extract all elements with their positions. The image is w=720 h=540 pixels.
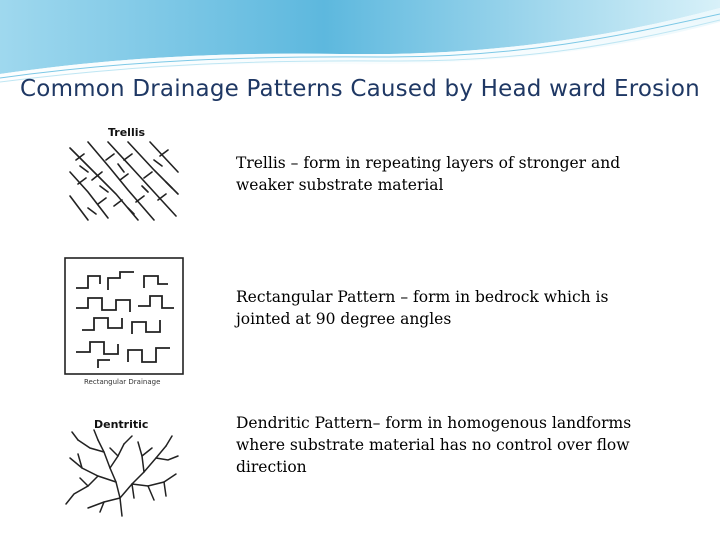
rectangular-pattern-drawing [58,252,188,390]
trellis-diagram [58,120,186,230]
dendritic-diagram [58,412,184,520]
slide-title: Common Drainage Patterns Caused by Head ward Erosion [20,76,700,102]
rectangular-diagram [58,252,188,390]
rectangular-description: Rectangular Pattern – form in bedrock which is jointed at 90 degree angles [236,288,609,328]
rectangular-image-caption: Rectangular Drainage [84,378,161,386]
dendritic-description: Dendritic Pattern– form in homogenous landforms where substrate material has no control over flow direction [236,414,632,476]
trellis-description: Trellis – form in repeating layers of stronger and weaker substrate material [236,154,621,194]
dendritic-image-title: Dentritic [94,418,149,431]
trellis-image-title: Trellis [108,126,146,139]
